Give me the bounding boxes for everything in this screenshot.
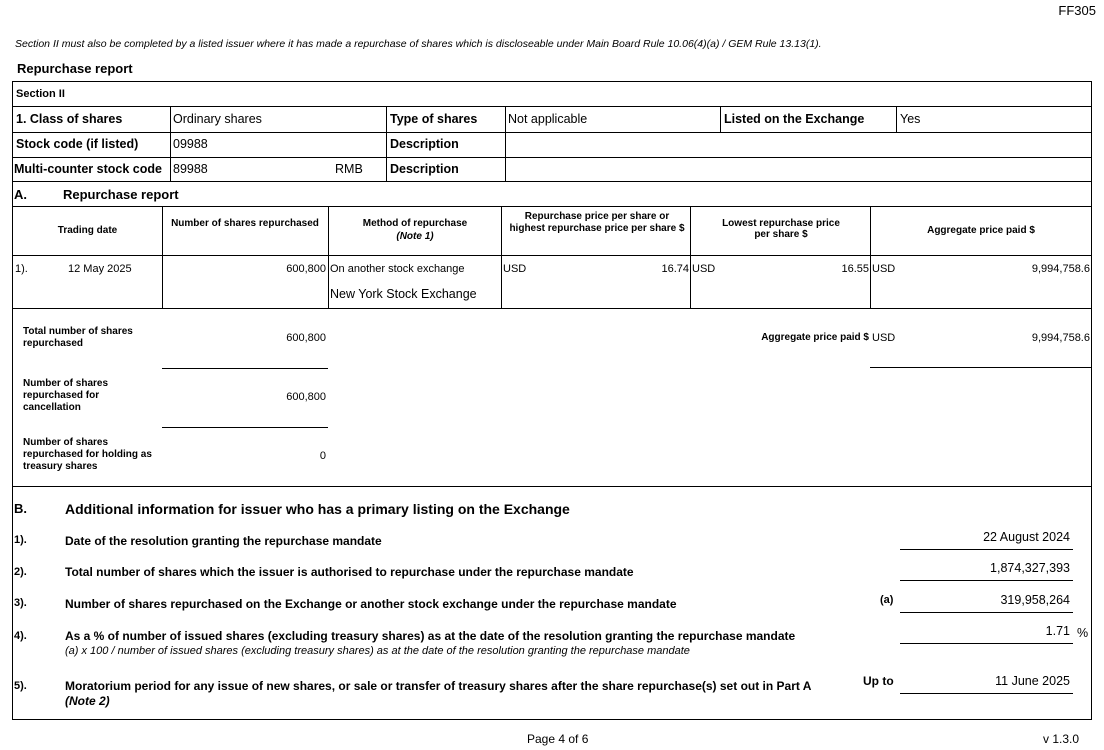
- type-of-shares-value: Not applicable: [508, 112, 588, 126]
- item-value: 11 June 2025: [995, 674, 1070, 688]
- total-shares-label: Total number of shares repurchased: [23, 326, 133, 349]
- divider: [162, 206, 163, 308]
- divider: [162, 427, 328, 428]
- divider: [13, 181, 1091, 182]
- class-of-shares-value: Ordinary shares: [173, 112, 262, 126]
- part-a-letter: A.: [14, 187, 27, 202]
- col-highest-price: Repurchase price per share or highest repurchase price per share $: [509, 211, 685, 234]
- report-title: Repurchase report: [17, 61, 133, 76]
- divider: [900, 693, 1073, 694]
- row-low-price: 16.55: [841, 263, 869, 275]
- item-text: Total number of shares which the issuer is authorised to repurchase under the repurchase mandate: [65, 565, 634, 579]
- type-of-shares-label: Type of shares: [390, 112, 478, 126]
- part-b-letter: B.: [14, 501, 27, 516]
- item-index: 3).: [14, 597, 27, 609]
- item-text: Number of shares repurchased on the Exchange or another stock exchange under the repurchase mandate: [65, 597, 677, 611]
- cancellation-label: Number of shares repurchased for cancellation: [23, 378, 109, 413]
- section-label: Section II: [16, 88, 65, 100]
- class-of-shares-label: 1. Class of shares: [16, 112, 123, 126]
- item-tag: Up to: [863, 674, 894, 688]
- listed-on-exchange-value: Yes: [900, 112, 921, 126]
- row-agg-currency: USD: [872, 263, 896, 275]
- divider: [162, 368, 328, 369]
- col-number-of-shares: Number of shares repurchased: [171, 218, 319, 229]
- col-trading-date: Trading date: [57, 225, 118, 236]
- item-subtext: (a) x 100 / number of issued shares (excluding treasury shares) as at the date of the resolution granting the repurchase mandate: [65, 645, 690, 657]
- divider: [900, 580, 1073, 581]
- divider: [170, 106, 171, 181]
- total-shares-value: 600,800: [286, 332, 326, 344]
- intro-note: Section II must also be completed by a listed issuer where it has made a repurchase of shares which is discloseable under Main Board Rule 10.06(4)(a) / GEM Rule 13.13(1).: [15, 38, 822, 50]
- item-unit: %: [1077, 626, 1089, 640]
- version-label: v 1.3.0: [1043, 732, 1080, 746]
- divider: [386, 106, 387, 181]
- item-index: 1).: [14, 534, 27, 546]
- item-value: 22 August 2024: [983, 530, 1070, 544]
- divider: [900, 612, 1073, 613]
- divider: [13, 106, 1091, 107]
- page-number: Page 4 of 6: [527, 732, 589, 746]
- divider: [900, 643, 1073, 644]
- aggregate-total-label: Aggregate price paid $: [761, 332, 869, 343]
- item-text: As a % of number of issued shares (excluding treasury shares) as at the date of the resolution granting the repurchase mandate: [65, 629, 796, 643]
- stock-code-value: 09988: [173, 137, 208, 151]
- divider: [13, 157, 1091, 158]
- divider: [900, 549, 1073, 550]
- item-value: 1.71: [1045, 624, 1070, 638]
- item-subtext: (Note 2): [65, 694, 110, 708]
- divider: [13, 308, 1091, 309]
- section-frame: [12, 81, 1092, 720]
- item-value: 319,958,264: [1000, 593, 1070, 607]
- item-value: 1,874,327,393: [990, 561, 1070, 575]
- part-a-title: Repurchase report: [63, 187, 179, 202]
- divider: [13, 132, 1091, 133]
- item-text: Moratorium period for any issue of new shares, or sale or transfer of treasury shares after the share repurchase(s) set out in Part A: [65, 679, 812, 693]
- treasury-value: 0: [319, 450, 326, 462]
- divider: [690, 206, 691, 308]
- multi-counter-label: Multi-counter stock code: [14, 162, 162, 176]
- divider: [13, 206, 1091, 207]
- divider: [870, 206, 871, 308]
- aggregate-total-currency: USD: [872, 332, 896, 344]
- cancellation-value: 600,800: [286, 391, 326, 403]
- description-label-2: Description: [390, 162, 459, 176]
- part-b-title: Additional information for issuer who has a primary listing on the Exchange: [65, 501, 570, 517]
- row-trading-date: 12 May 2025: [68, 263, 132, 275]
- item-index: 4).: [14, 630, 27, 642]
- divider: [501, 206, 502, 308]
- treasury-label: Number of shares repurchased for holding as treasury shares: [23, 437, 152, 472]
- row-method: On another stock exchange: [330, 263, 465, 275]
- description-label: Description: [390, 137, 459, 151]
- col-method: Method of repurchase: [362, 218, 468, 229]
- row-high-currency: USD: [503, 263, 527, 275]
- divider: [505, 106, 506, 181]
- row-exchange: New York Stock Exchange: [330, 287, 477, 301]
- divider: [13, 255, 1091, 256]
- col-method-note: (Note 1): [396, 231, 434, 242]
- listed-on-exchange-label: Listed on the Exchange: [724, 112, 865, 126]
- row-index: 1).: [15, 263, 28, 275]
- multi-counter-value: 89988: [173, 162, 208, 176]
- divider: [13, 486, 1091, 487]
- form-code: FF305: [1058, 3, 1096, 18]
- col-aggregate: Aggregate price paid $: [927, 225, 1035, 236]
- item-tag: (a): [880, 594, 894, 606]
- divider: [896, 106, 897, 132]
- row-agg-price: 9,994,758.6: [1031, 263, 1090, 275]
- item-index: 2).: [14, 566, 27, 578]
- divider: [720, 106, 721, 132]
- item-text: Date of the resolution granting the repurchase mandate: [65, 534, 382, 548]
- row-high-price: 16.74: [661, 263, 689, 275]
- item-index: 5).: [14, 680, 27, 692]
- col-lowest-price: Lowest repurchase price per share $: [722, 218, 840, 240]
- row-shares: 600,800: [286, 263, 326, 275]
- stock-code-label: Stock code (if listed): [16, 137, 139, 151]
- multi-counter-currency: RMB: [335, 162, 363, 176]
- divider: [328, 206, 329, 308]
- row-low-currency: USD: [692, 263, 716, 275]
- aggregate-total-value: 9,994,758.6: [1031, 332, 1090, 344]
- divider: [870, 367, 1091, 368]
